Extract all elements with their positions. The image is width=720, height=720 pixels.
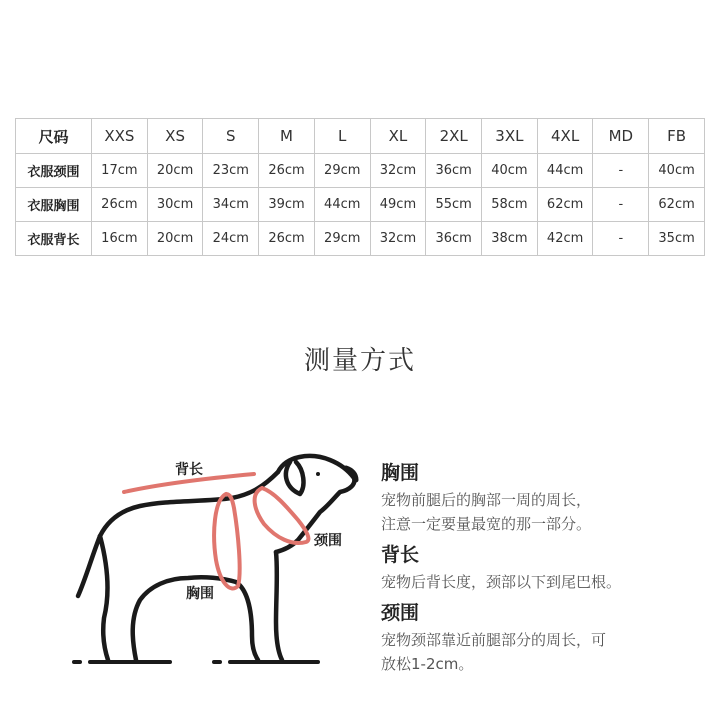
table-cell: 40cm xyxy=(649,154,705,188)
size-header-cell: XL xyxy=(370,119,426,154)
row-label: 衣服胸围 xyxy=(16,188,92,222)
size-header-cell: MD xyxy=(593,119,649,154)
table-cell: - xyxy=(593,188,649,222)
table-cell: 58cm xyxy=(482,188,538,222)
size-header-row xyxy=(16,119,705,154)
chest-instruction xyxy=(381,458,701,536)
row-label: 衣服背长 xyxy=(16,222,92,256)
chest-girth-loop xyxy=(214,494,240,588)
back-instruction-title: 背长 xyxy=(381,544,420,566)
back-instruction xyxy=(381,540,701,594)
table-cell: 26cm xyxy=(259,222,315,256)
table-cell: 35cm xyxy=(649,222,705,256)
size-header-label: 尺码 xyxy=(16,119,92,154)
table-cell: 42cm xyxy=(537,222,593,256)
table-cell: 36cm xyxy=(426,222,482,256)
table-cell: 55cm xyxy=(426,188,482,222)
back-length-label: 背长 xyxy=(175,462,203,478)
size-header-cell: 4XL xyxy=(537,119,593,154)
back-instruction-line: 宠物后背长度，颈部以下到尾巴根。 xyxy=(381,573,622,591)
size-header-cell: XS xyxy=(147,119,203,154)
chest-instruction-line: 宠物前腿后的胸部一周的周长， xyxy=(381,491,592,509)
table-cell: 40cm xyxy=(482,154,538,188)
dog-diagram xyxy=(60,430,380,680)
size-header-cell: L xyxy=(314,119,370,154)
table-cell: 26cm xyxy=(259,154,315,188)
table-cell: 44cm xyxy=(314,188,370,222)
neck-size-row xyxy=(16,154,705,188)
chest-size-row xyxy=(16,188,705,222)
chest-girth-label: 胸围 xyxy=(186,586,214,602)
table-cell: 62cm xyxy=(649,188,705,222)
size-header-cell: S xyxy=(203,119,259,154)
table-cell: 32cm xyxy=(370,222,426,256)
table-cell: 30cm xyxy=(147,188,203,222)
neck-instruction xyxy=(381,598,701,676)
table-cell: 17cm xyxy=(92,154,148,188)
size-header-cell: XXS xyxy=(92,119,148,154)
table-cell: 39cm xyxy=(259,188,315,222)
table-cell: 26cm xyxy=(92,188,148,222)
size-header-cell: 3XL xyxy=(482,119,538,154)
size-header-cell: FB xyxy=(649,119,705,154)
table-cell: 23cm xyxy=(203,154,259,188)
table-cell: 29cm xyxy=(314,154,370,188)
table-cell: 44cm xyxy=(537,154,593,188)
table-cell: - xyxy=(593,222,649,256)
table-cell: 24cm xyxy=(203,222,259,256)
table-cell: 49cm xyxy=(370,188,426,222)
section-title: 测量方式 xyxy=(303,346,416,376)
chest-instruction-line: 注意一定要量最宽的那一部分。 xyxy=(381,515,592,533)
table-cell: 20cm xyxy=(147,222,203,256)
table-cell: 20cm xyxy=(147,154,203,188)
table-cell: 34cm xyxy=(203,188,259,222)
back-length-row xyxy=(16,222,705,256)
row-label: 衣服颈围 xyxy=(16,154,92,188)
table-cell: 62cm xyxy=(537,188,593,222)
neck-instruction-line: 宠物颈部靠近前腿部分的周长，可 xyxy=(381,631,607,649)
size-table xyxy=(15,118,705,256)
table-cell: 38cm xyxy=(482,222,538,256)
chest-instruction-title: 胸围 xyxy=(381,462,420,484)
table-cell: 29cm xyxy=(314,222,370,256)
neck-girth-label: 颈围 xyxy=(314,533,342,549)
table-cell: 36cm xyxy=(426,154,482,188)
table-cell: - xyxy=(593,154,649,188)
table-cell: 16cm xyxy=(92,222,148,256)
size-header-cell: 2XL xyxy=(426,119,482,154)
neck-instruction-title: 颈围 xyxy=(381,602,420,624)
table-cell: 32cm xyxy=(370,154,426,188)
neck-instruction-line: 放松1-2cm。 xyxy=(381,655,474,673)
size-header-cell: M xyxy=(259,119,315,154)
